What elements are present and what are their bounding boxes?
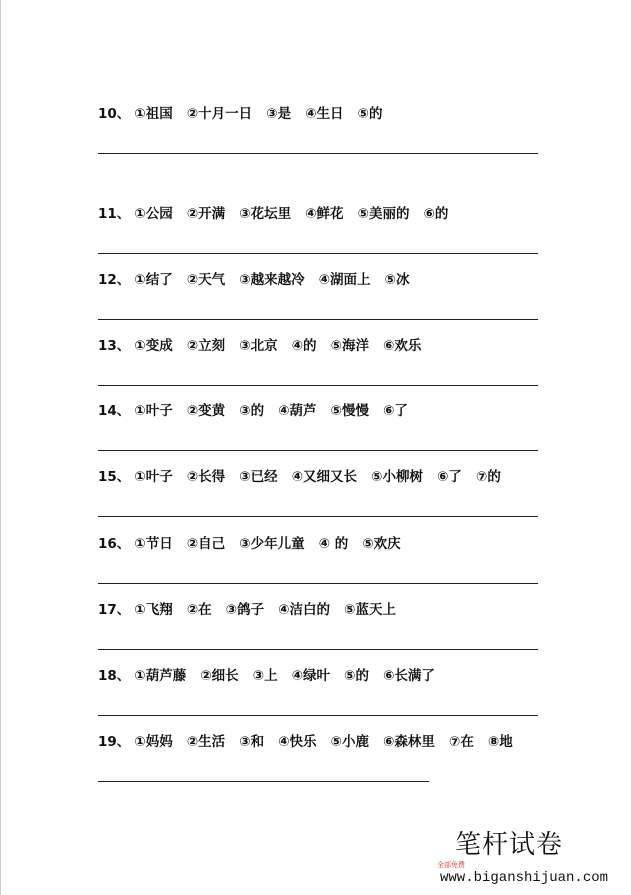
answer-line[interactable] xyxy=(98,583,538,584)
word-option: ②细长 xyxy=(200,668,239,684)
word-option: ④葫芦 xyxy=(278,403,317,419)
word-option: ⑦在 xyxy=(448,734,474,750)
logo-name: 笔杆试卷 xyxy=(455,830,564,860)
question-row xyxy=(98,468,501,486)
word-option: ⑦的 xyxy=(475,469,501,485)
question-row xyxy=(98,105,382,123)
word-option: ⑥了 xyxy=(436,469,462,485)
question-row xyxy=(98,733,513,751)
question-row xyxy=(98,601,396,619)
answer-line[interactable] xyxy=(98,516,538,517)
question-row xyxy=(98,535,401,553)
word-option: ③和 xyxy=(239,734,265,750)
word-option: ①叶子 xyxy=(134,469,173,485)
word-option: ⑤美丽的 xyxy=(357,206,410,222)
answer-line[interactable] xyxy=(98,153,538,154)
word-option: ③越来越冷 xyxy=(239,272,305,288)
word-option: ①妈妈 xyxy=(134,734,173,750)
word-option: ④又细又长 xyxy=(291,469,358,485)
answer-line[interactable] xyxy=(98,319,538,320)
word-option: ④快乐 xyxy=(278,734,317,750)
question-number: 17、 xyxy=(98,602,131,618)
word-option: ⑤小柳树 xyxy=(371,469,423,485)
word-option: ⑤小鹿 xyxy=(330,734,369,750)
word-option: ④鲜花 xyxy=(305,206,344,222)
answer-line[interactable] xyxy=(98,781,429,782)
word-option: ⑤的 xyxy=(357,106,383,122)
site-logo xyxy=(437,830,631,892)
word-option: ②自己 xyxy=(186,536,226,552)
word-option: ④的 xyxy=(291,338,317,354)
question-number: 12、 xyxy=(98,272,131,288)
word-option: ⑥长满了 xyxy=(382,668,435,684)
word-option: ②天气 xyxy=(186,272,226,288)
question-number: 16、 xyxy=(98,536,131,552)
word-option: ④生日 xyxy=(305,106,344,122)
word-option: ③是 xyxy=(266,106,292,122)
word-option: ②变黄 xyxy=(186,403,226,419)
word-option: ⑤的 xyxy=(344,668,369,684)
word-option: ③少年儿童 xyxy=(239,536,305,552)
word-option: ①节日 xyxy=(134,536,173,552)
word-option: ⑤冰 xyxy=(384,272,410,288)
word-option: ⑧地 xyxy=(487,734,513,750)
answer-line[interactable] xyxy=(98,715,538,716)
question-number: 13、 xyxy=(98,338,131,354)
word-option: ③的 xyxy=(239,403,265,419)
word-option: ③北京 xyxy=(239,338,278,354)
question-row xyxy=(98,205,448,223)
word-option: ②立刻 xyxy=(186,338,226,354)
question-row xyxy=(98,667,435,685)
answer-line[interactable] xyxy=(98,450,538,451)
question-row xyxy=(98,271,409,289)
word-option: ①结了 xyxy=(134,272,173,288)
answer-line[interactable] xyxy=(98,385,538,386)
answer-line[interactable] xyxy=(98,253,538,254)
question-number: 14、 xyxy=(98,403,131,419)
word-option: ⑤欢庆 xyxy=(362,536,401,552)
question-number: 11、 xyxy=(98,206,131,222)
word-option: ④绿叶 xyxy=(291,668,331,684)
word-option: ③花坛里 xyxy=(239,206,292,222)
question-number: 15、 xyxy=(98,469,131,485)
word-option: ②长得 xyxy=(186,469,226,485)
word-option: ②十月一日 xyxy=(186,106,253,122)
word-option: ⑤慢慢 xyxy=(330,403,369,419)
word-option: ③已经 xyxy=(239,469,278,485)
word-option: ②生活 xyxy=(186,734,226,750)
word-option: ⑥森林里 xyxy=(382,734,435,750)
word-option: ①飞翔 xyxy=(134,602,173,618)
word-option: ④湖面上 xyxy=(318,272,371,288)
question-number: 19、 xyxy=(98,734,131,750)
question-number: 10、 xyxy=(98,106,131,122)
word-option: ①祖国 xyxy=(134,106,173,122)
logo-tag: 全部免费 xyxy=(437,861,465,869)
word-option: ③鸽子 xyxy=(225,602,265,618)
word-option: ①葫芦藤 xyxy=(134,668,187,684)
word-option: ②在 xyxy=(186,602,212,618)
question-number: 18、 xyxy=(98,668,131,684)
word-option: ①变成 xyxy=(134,338,173,354)
word-option: ③上 xyxy=(252,668,278,684)
word-option: ⑤蓝天上 xyxy=(344,602,396,618)
word-option: ⑥了 xyxy=(382,403,408,419)
word-option: ②开满 xyxy=(186,206,226,222)
logo-url: www.biganshijuan.com xyxy=(440,870,609,886)
word-option: ④ 的 xyxy=(318,536,349,552)
word-option: ①公园 xyxy=(134,206,173,222)
question-row xyxy=(98,337,421,355)
word-option: ⑥的 xyxy=(423,206,449,222)
question-row xyxy=(98,402,408,420)
answer-line[interactable] xyxy=(98,649,538,650)
word-option: ⑥欢乐 xyxy=(382,338,422,354)
word-option: ①叶子 xyxy=(134,403,173,419)
word-option: ⑤海洋 xyxy=(330,338,369,354)
word-option: ④洁白的 xyxy=(278,602,331,618)
